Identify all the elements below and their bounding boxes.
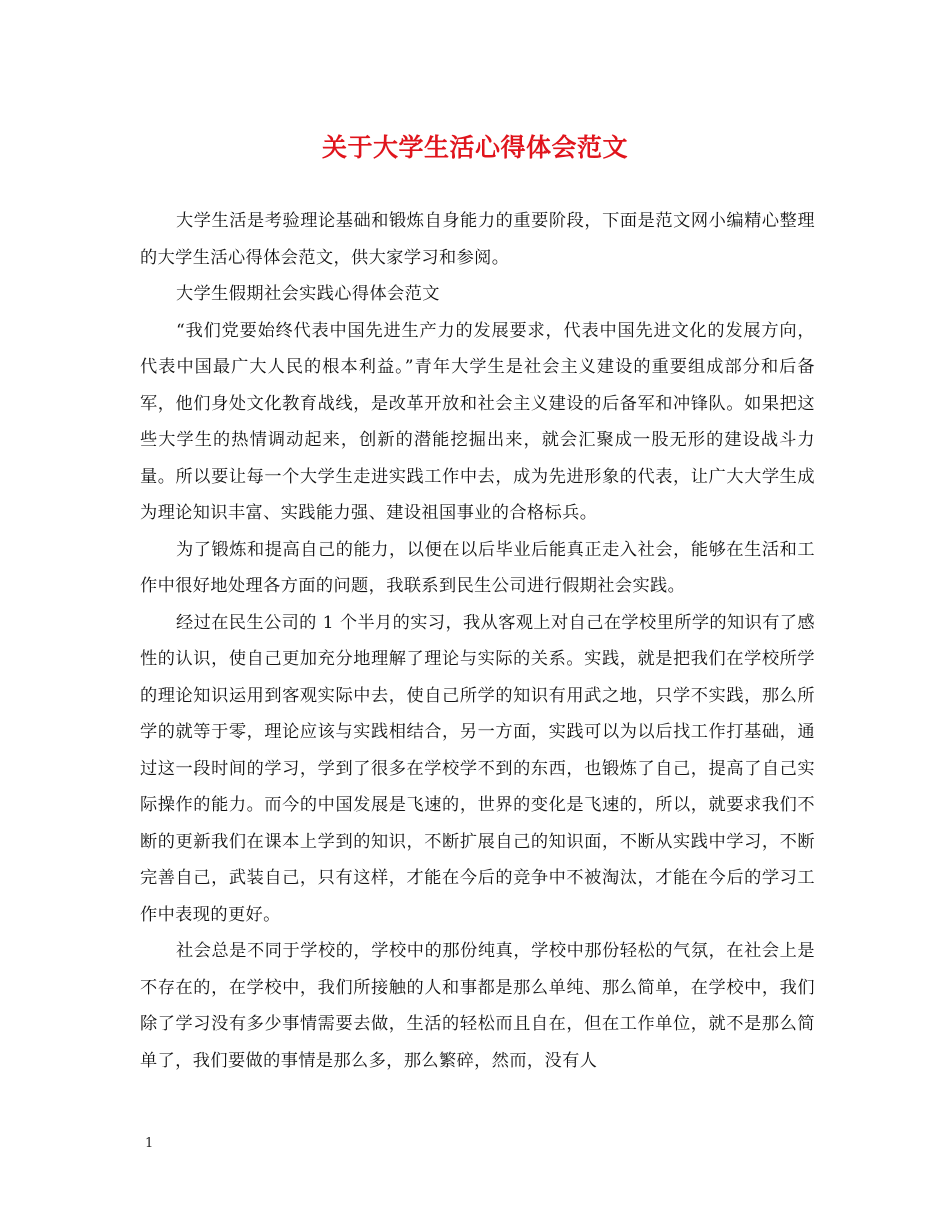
section-heading: 大学生假期社会实践心得体会范文	[176, 284, 440, 304]
intro-paragraph: 大学生活是考验理论基础和锻炼自身能力的重要阶段，下面是范文网小编精心整理的大学生活心得体会范文，供大家学习和参阅。	[140, 211, 815, 268]
body-paragraph-experience: 经过在民生公司的 1 个半月的实习，我从客观上对自己在学校里所学的知识有了感性的认识，使自己更加充分地理解了理论与实际的关系。实践，就是把我们在学校所学的理论知识运用到客观实际中去，使自己所学的知识有用武之地，只学不实践，那么所学的就等于零，理论应该与实践相结合，另一方面，实践可以为以后找工作打基础，通过这一段时间的学习，学到了很多在学校学不到的东西，也锻炼了自己，提高了自己实际操作的能力。而今的中国发展是飞速的，世界的变化是飞速的，所以，就要求我们不断的更新我们在课本上学到的知识，不断扩展自己的知识面，不断从实践中学习，不断完善自己，武装自己，只有这样，才能在今后的竞争中不被淘汰，才能在今后的学习工作中表现的更好。	[140, 612, 815, 925]
page-number: 1	[145, 1136, 154, 1151]
body-paragraph-quote: “我们党要始终代表中国先进生产力的发展要求，代表中国先进文化的发展方向，代表中国最广大人民的根本利益。”青年大学生是社会主义建设的重要组成部分和后备军，他们身处文化教育战线，是改革开放和社会主义建设的后备军和冲锋队。如果把这些大学生的热情调动起来，创新的潜能挖掘出来，就会汇聚成一股无形的建设战斗力量。所以要让每一个大学生走进实践工作中去，成为先进形象的代表，让广大大学生成为理论知识丰富、实践能力强、建设祖国事业的合格标兵。	[140, 320, 815, 523]
body-paragraph-purpose: 为了锻炼和提高自己的能力，以便在以后毕业后能真正走入社会，能够在生活和工作中很好地处理各方面的问题，我联系到民生公司进行假期社会实践。	[140, 539, 815, 596]
body-paragraph-society: 社会总是不同于学校的，学校中的那份纯真，学校中那份轻松的气氛，在社会上是不存在的，在学校中，我们所接触的人和事都是那么单纯、那么简单，在学校中，我们除了学习没有多少事情需要去做，生活的轻松而且自在，但在工作单位，就不是那么简单了，我们要做的事情是那么多，那么繁碎，然而，没有人	[140, 941, 815, 1071]
document-title: 关于大学生活心得体会范文	[321, 133, 628, 162]
document-body	[140, 203, 815, 1079]
